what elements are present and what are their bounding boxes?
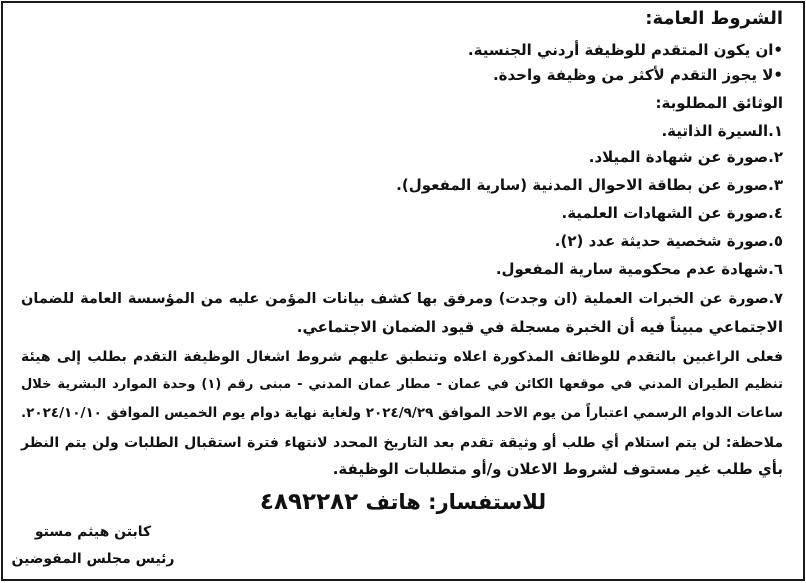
note-paragraph-line-1: ملاحظة: لن يتم استلام أي طلب أو وثيقة تقدم بعد التاريخ المحدد لانتهاء فترة استقبال الطلبات ولن يتم النظر [21,435,783,451]
application-paragraph-line-2: تنظيم الطيران المدني في موقعها الكائن في عمان - مطار عمان المدني - مبنى رقم (١) وحدة الموارد البشرية خلال [21,377,783,392]
document-item-3: ٣.صورة عن بطاقة الاحوال المدنية (سارية المفعول). [396,176,783,194]
document-item-7-line-2: الاجتماعي مبيناً فيه أن الخبرة مسجلة في قيود الضمان الاجتماعي. [296,318,783,336]
document-item-4: ٤.صورة عن الشهادات العلمية. [561,204,783,222]
document-item-5: ٥.صورة شخصية حديثة عدد (٢). [554,232,783,250]
application-paragraph-line-1: فعلى الراغبين بالتقدم للوظائف المذكورة اعلاه وتنطبق عليهم شروط اشغال الوظيفة التقدم بطلب إلى هيئة [21,349,783,365]
general-condition-2: •لا يجوز التقدم لأكثر من وظيفة واحدة. [492,66,783,84]
signature-title: رئيس مجلس المفوضين [11,551,175,567]
inquiry-label: للاستفسار: هاتف [365,490,547,514]
general-condition-1: •ان يكون المتقدم للوظيفة أردني الجنسية. [467,41,783,59]
document-item-7-line-1: ٧.صورة عن الخبرات العملية (ان وجدت) ومرفق بها كشف بيانات المؤمن عليه من المؤسسة العامة للضمان [21,291,783,307]
document-item-2: ٢.صورة عن شهادة الميلاد. [588,148,783,166]
inquiry-line [3,487,803,517]
note-paragraph-line-2: بأي طلب غير مستوف لشروط الاعلان و/أو متطلبات الوظيفة. [332,460,783,478]
application-paragraph-line-3: ساعات الدوام الرسمي اعتباراً من يوم الاحد الموافق ٢٠٢٤/٩/٢٩ ولغاية نهاية دوام يوم الخميس الموافق ٢٠٢٤/١٠/١٠. [21,405,783,421]
document-item-1: ١.السيرة الذاتية. [661,122,783,140]
general-conditions-heading: الشروط العامة: [645,8,783,29]
signature-name: كابتن هيثم مستو [34,524,152,540]
document-item-6: ٦.شهادة عدم محكومية سارية المفعول. [495,260,783,278]
inquiry-phone-number: ٤٨٩٢٢٨٢ [259,489,359,515]
required-documents-heading: الوثائق المطلوبة: [655,94,783,112]
job-announcement-notice [1,1,805,581]
